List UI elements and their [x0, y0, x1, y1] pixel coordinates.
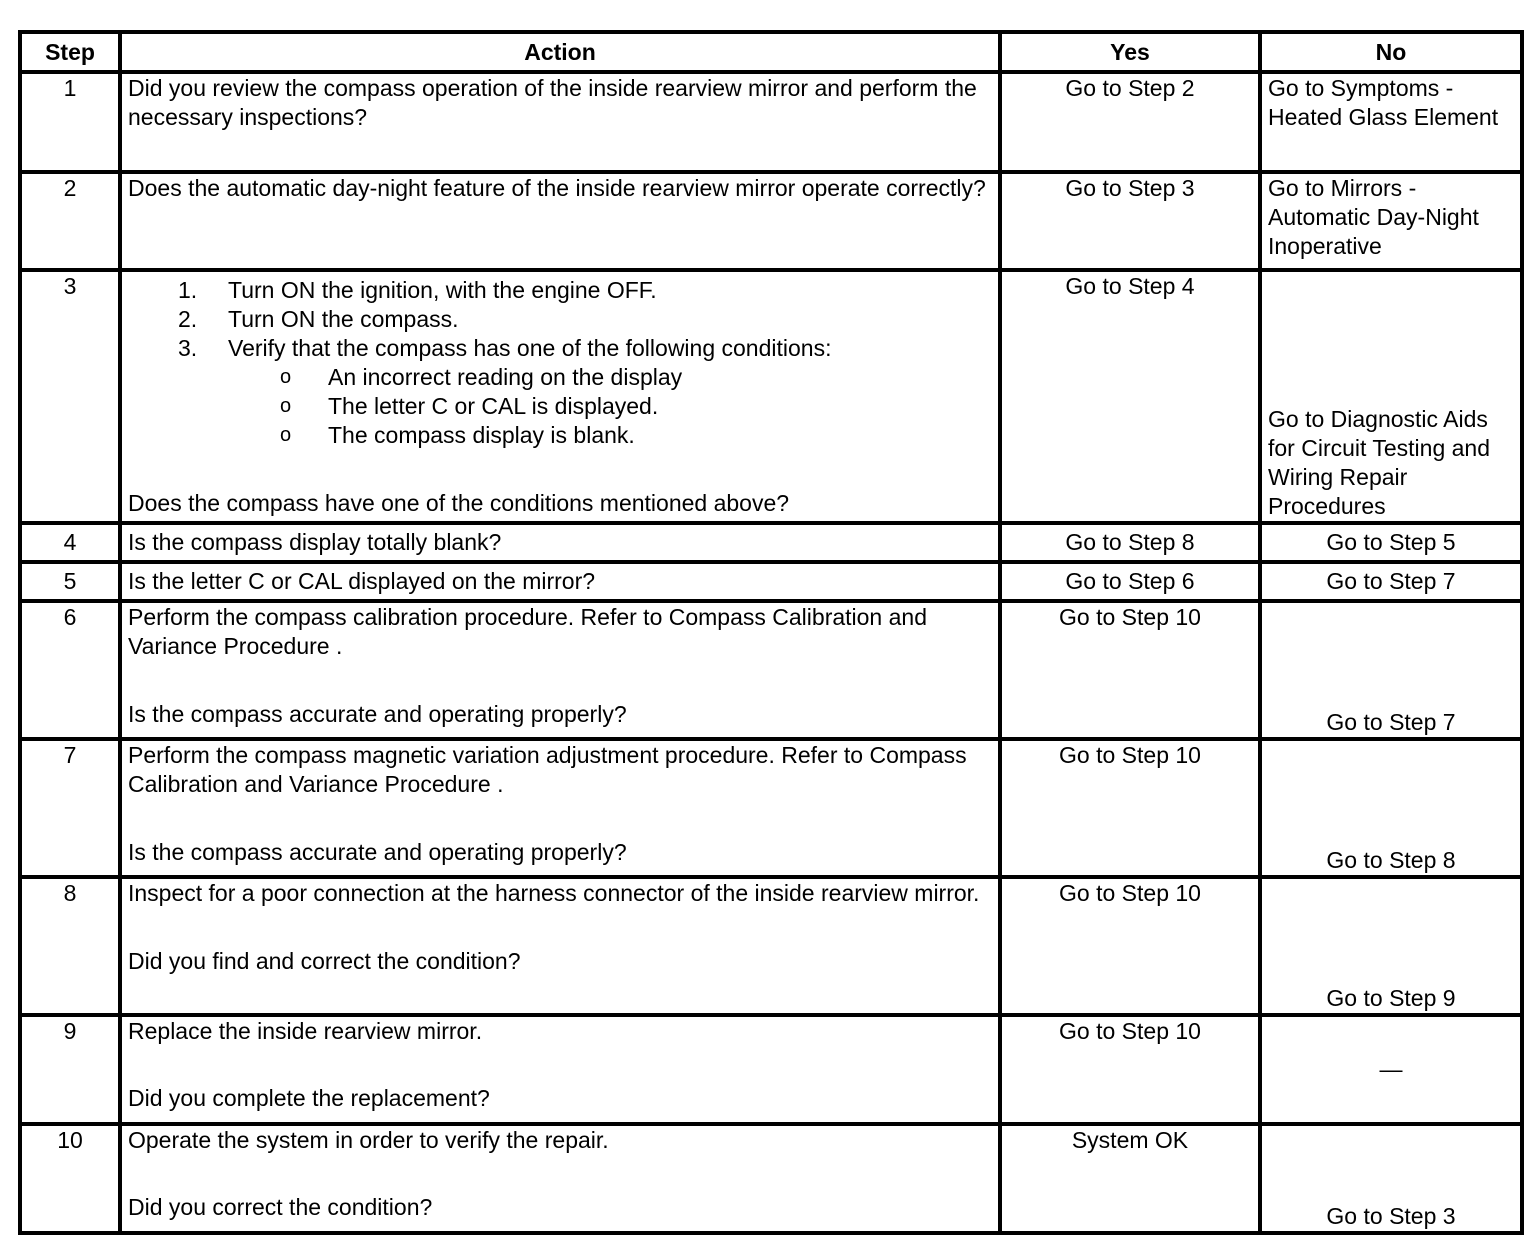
- table-row: [20, 562, 1522, 601]
- yes-result: Go to Step 10: [1000, 1015, 1260, 1124]
- yes-result: Go to Step 3: [1000, 172, 1260, 270]
- list-item: [128, 334, 992, 363]
- no-result: Go to Diagnostic Aids for Circuit Testing and Wiring Repair Procedures: [1260, 270, 1522, 523]
- substep-list: [128, 276, 992, 363]
- table-row: [20, 523, 1522, 562]
- no-result: Go to Step 7: [1260, 562, 1522, 601]
- condition-list: [128, 363, 992, 450]
- step-number: 10: [20, 1124, 120, 1233]
- action-cell: [120, 1124, 1000, 1233]
- action-text: Is the compass display totally blank?: [120, 523, 1000, 562]
- action-text: Did you review the compass operation of the inside rearview mirror and perform the necessary inspections?: [120, 72, 1000, 172]
- condition-text: The letter C or CAL is displayed.: [328, 393, 659, 419]
- no-result: Go to Step 8: [1260, 739, 1522, 877]
- action-cell: [120, 877, 1000, 1015]
- table-row: [20, 172, 1522, 270]
- list-item: [128, 363, 992, 392]
- instruction-text: Perform the compass magnetic variation adjustment procedure. Refer to Compass Calibration and Variance Procedure .: [128, 742, 967, 797]
- instruction-text: Operate the system in order to verify the repair.: [128, 1127, 609, 1153]
- yes-result: Go to Step 2: [1000, 72, 1260, 172]
- action-cell: [120, 601, 1000, 739]
- question-text: Did you correct the condition?: [128, 1194, 433, 1220]
- list-item: [128, 305, 992, 334]
- table-row: [20, 739, 1522, 877]
- condition-text: The compass display is blank.: [328, 422, 635, 448]
- header-step: Step: [20, 32, 120, 72]
- header-row: [20, 32, 1522, 72]
- no-result: —: [1260, 1015, 1522, 1124]
- instruction-text: Replace the inside rearview mirror.: [128, 1018, 483, 1044]
- table-row: [20, 601, 1522, 739]
- instruction-text: Perform the compass calibration procedure. Refer to Compass Calibration and Variance Procedure .: [128, 604, 927, 659]
- table-row: [20, 270, 1522, 523]
- action-cell: [120, 270, 1000, 523]
- yes-result: Go to Step 8: [1000, 523, 1260, 562]
- header-yes: Yes: [1000, 32, 1260, 72]
- yes-result: Go to Step 10: [1000, 739, 1260, 877]
- no-result: Go to Step 3: [1260, 1124, 1522, 1233]
- instruction-text: Inspect for a poor connection at the harness connector of the inside rearview mirror.: [128, 880, 980, 906]
- step-number: 7: [20, 739, 120, 877]
- no-result: Go to Mirrors - Automatic Day-Night Inoperative: [1260, 172, 1522, 270]
- step-number: 4: [20, 523, 120, 562]
- step-number: 1: [20, 72, 120, 172]
- header-no: No: [1260, 32, 1522, 72]
- bullet-icon: o: [280, 395, 292, 417]
- yes-result: Go to Step 4: [1000, 270, 1260, 523]
- question-text: Is the compass accurate and operating properly?: [128, 839, 627, 865]
- question-text: Does the compass have one of the conditions mentioned above?: [128, 490, 790, 516]
- table-row: [20, 1124, 1522, 1233]
- substep-text: Verify that the compass has one of the following conditions:: [228, 335, 832, 361]
- step-number: 8: [20, 877, 120, 1015]
- yes-result: Go to Step 10: [1000, 601, 1260, 739]
- no-result: Go to Step 9: [1260, 877, 1522, 1015]
- list-item: [128, 421, 992, 450]
- step-number: 2: [20, 172, 120, 270]
- list-item: [128, 276, 992, 305]
- step-number: 5: [20, 562, 120, 601]
- yes-result: Go to Step 6: [1000, 562, 1260, 601]
- step-number: 6: [20, 601, 120, 739]
- substep-number: 2.: [178, 306, 198, 332]
- no-result: Go to Step 5: [1260, 523, 1522, 562]
- action-cell: [120, 1015, 1000, 1124]
- question-text: Is the compass accurate and operating properly?: [128, 701, 627, 727]
- yes-result: Go to Step 10: [1000, 877, 1260, 1015]
- question-text: Did you complete the replacement?: [128, 1085, 490, 1111]
- action-text: Does the automatic day-night feature of the inside rearview mirror operate correctly?: [120, 172, 1000, 270]
- question-text: Did you find and correct the condition?: [128, 948, 521, 974]
- no-result: Go to Step 7: [1260, 601, 1522, 739]
- bullet-icon: o: [280, 424, 292, 446]
- step-number: 9: [20, 1015, 120, 1124]
- yes-result: System OK: [1000, 1124, 1260, 1233]
- header-action: Action: [120, 32, 1000, 72]
- substep-number: 3.: [178, 335, 198, 361]
- diagnostic-table: [18, 30, 1524, 1235]
- no-result: Go to Symptoms - Heated Glass Element: [1260, 72, 1522, 172]
- condition-text: An incorrect reading on the display: [328, 364, 683, 390]
- table-row: [20, 877, 1522, 1015]
- action-cell: [120, 739, 1000, 877]
- action-text: Is the letter C or CAL displayed on the mirror?: [120, 562, 1000, 601]
- table-row: [20, 72, 1522, 172]
- table-row: [20, 1015, 1522, 1124]
- list-item: [128, 392, 992, 421]
- substep-text: Turn ON the compass.: [228, 306, 459, 332]
- substep-number: 1.: [178, 277, 198, 303]
- bullet-icon: o: [280, 366, 292, 388]
- substep-text: Turn ON the ignition, with the engine OFF.: [228, 277, 657, 303]
- step-number: 3: [20, 270, 120, 523]
